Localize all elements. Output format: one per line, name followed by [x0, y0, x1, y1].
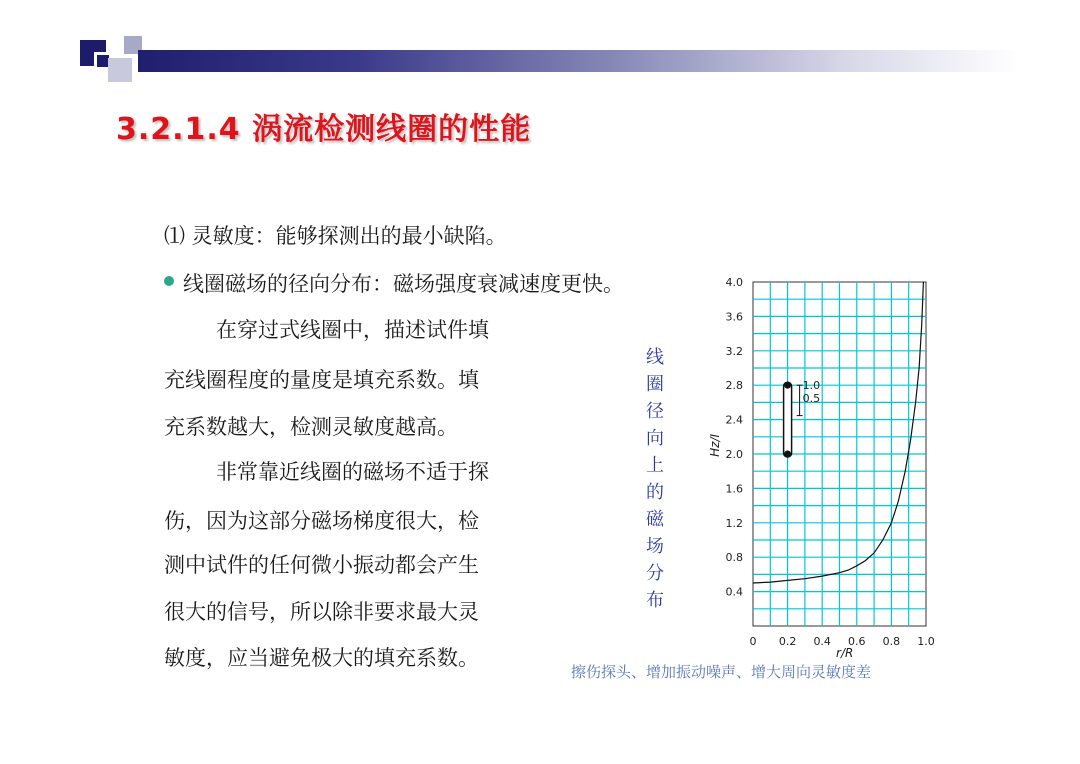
y-tick-label: 3.2 — [725, 344, 743, 358]
vlabel-char: 分 — [646, 563, 664, 584]
y-tick-label: 4.0 — [725, 276, 743, 289]
vlabel-char: 向 — [646, 428, 664, 449]
para1-line1: 在穿过式线圈中，描述试件填 — [216, 318, 489, 342]
annotation-label: 1.0 — [802, 379, 821, 393]
vlabel-char: 圈 — [646, 374, 664, 395]
slide-title: 3.2.1.4 涡流检测线圈的性能 — [116, 112, 532, 147]
y-tick-label: 1.6 — [725, 482, 743, 496]
y-tick-label: 2.8 — [725, 379, 743, 393]
vlabel-char: 线 — [646, 347, 664, 368]
vlabel-char: 的 — [646, 482, 664, 503]
x-tick-label: 0.2 — [778, 635, 797, 648]
bullet-icon — [164, 276, 174, 286]
field-distribution-chart — [700, 270, 950, 670]
x-tick-label: 0.4 — [813, 635, 831, 648]
para2-line5: 敏度，应当避免极大的填充系数。 — [164, 646, 479, 670]
para2-line4: 很大的信号，所以除非要求最大灵 — [164, 600, 479, 624]
header-gradient-bar — [138, 50, 1018, 72]
coil-marker-dot-top — [784, 382, 791, 389]
para1-line3: 充系数越大，检测灵敏度越高。 — [164, 415, 458, 439]
vlabel-char: 场 — [646, 536, 664, 557]
y-tick-label: 2.4 — [725, 413, 743, 427]
x-tick-label: 0.8 — [882, 635, 901, 648]
y-tick-label: 0.8 — [725, 551, 743, 565]
y-axis-label: Hz/I — [708, 433, 722, 457]
vertical-label — [643, 344, 667, 614]
header-square-light — [108, 58, 132, 82]
vlabel-char: 磁 — [646, 509, 664, 530]
para1-line2: 充线圈程度的量度是填充系数。填 — [164, 368, 479, 392]
y-tick-label: 3.6 — [725, 310, 743, 324]
coil-marker-dot-bottom — [784, 451, 791, 458]
y-tick-label: 0.4 — [725, 585, 743, 599]
para2-line2: 伤，因为这部分磁场梯度很大，检 — [164, 509, 479, 533]
y-tick-label: 2.0 — [725, 448, 743, 461]
para2-line3: 测中试件的任何微小振动都会产生 — [164, 553, 479, 577]
annotation-label: 0.5 — [802, 392, 821, 406]
x-tick-label: 0.6 — [848, 635, 866, 648]
vlabel-char: 上 — [646, 455, 664, 476]
x-tick-label: 1.0 — [917, 635, 935, 648]
x-axis-label: r/R — [836, 646, 854, 660]
x-tick-label: 0 — [749, 635, 757, 648]
coil-marker — [784, 382, 792, 457]
sensitivity-line: ⑴ 灵敏度：能够探测出的最小缺陷。 — [164, 224, 507, 248]
vlabel-char: 布 — [646, 590, 664, 611]
caption: 擦伤探头、增加振动噪声、增大周向灵敏度差 — [571, 663, 872, 681]
bullet-text: 线圈磁场的径向分布：磁场强度衰减速度更快。 — [183, 272, 624, 296]
y-tick-label: 1.2 — [725, 516, 743, 530]
vlabel-char: 径 — [646, 401, 664, 422]
para2-line1: 非常靠近线圈的磁场不适于探 — [216, 460, 489, 484]
